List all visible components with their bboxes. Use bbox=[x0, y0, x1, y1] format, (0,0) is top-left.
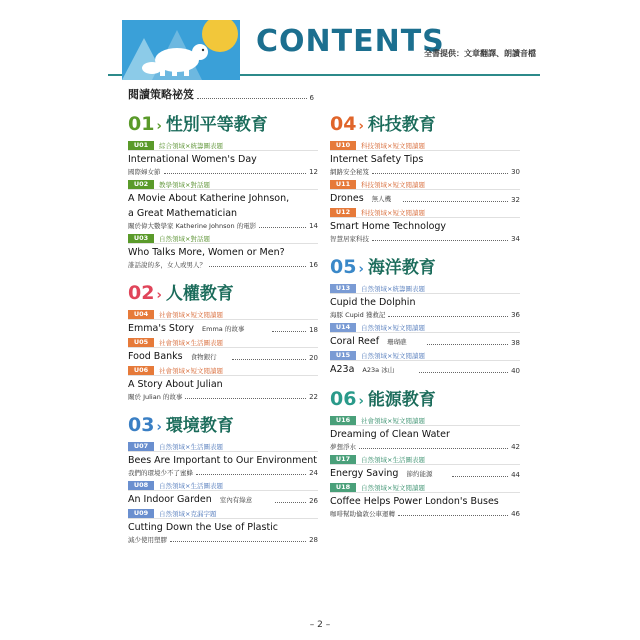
unit-chinese-title: 節約能源 bbox=[406, 470, 433, 478]
unit-entry-u11[interactable] bbox=[330, 180, 520, 204]
unit-code-badge: U09 bbox=[128, 509, 154, 518]
unit-code-badge: U04 bbox=[128, 310, 154, 319]
unit-entry-u17[interactable] bbox=[330, 455, 520, 479]
unit-title-text: Who Talks More, Women or Men? bbox=[128, 247, 285, 258]
unit-page: 12 bbox=[309, 168, 318, 176]
unit-chinese-title: 食物銀行 bbox=[190, 353, 217, 361]
unit-entry-u18[interactable] bbox=[330, 483, 520, 518]
unit-page: 40 bbox=[511, 367, 520, 375]
polar-bear-logo-icon bbox=[122, 20, 240, 80]
unit-entry-u14[interactable] bbox=[330, 323, 520, 347]
section-number: 04 bbox=[330, 113, 357, 135]
section-title: 科技教育 bbox=[367, 115, 436, 135]
unit-tagline bbox=[128, 180, 318, 190]
unit-entry-u01[interactable] bbox=[128, 141, 318, 176]
unit-page: 18 bbox=[309, 326, 318, 334]
section-heading bbox=[128, 411, 318, 436]
unit-category: 自然領域×短文閱讀題 bbox=[361, 324, 425, 332]
dotted-leader bbox=[419, 372, 508, 373]
unit-title-text: A Story About Julian bbox=[128, 379, 223, 390]
unit-entry-u02[interactable] bbox=[128, 180, 318, 230]
unit-title bbox=[128, 154, 318, 166]
unit-category: 社會領域×短文閱讀題 bbox=[361, 417, 425, 425]
unit-category: 社會領域×短文閱讀題 bbox=[159, 311, 223, 319]
dotted-leader bbox=[196, 474, 306, 475]
page-number: – 2 – bbox=[309, 620, 331, 630]
unit-tagline bbox=[128, 141, 318, 151]
unit-tagline bbox=[128, 442, 318, 452]
unit-page: 42 bbox=[511, 443, 520, 451]
unit-tagline bbox=[128, 481, 318, 491]
section-number: 02 bbox=[128, 282, 155, 304]
unit-entry-u06[interactable] bbox=[128, 366, 318, 401]
unit-chinese-title: Emma 的故事 bbox=[202, 325, 245, 333]
unit-code-badge: U13 bbox=[330, 284, 356, 293]
unit-chinese-title: 減少使用塑膠 bbox=[128, 536, 167, 544]
dotted-leader bbox=[272, 331, 306, 332]
unit-title-text: Smart Home Technology bbox=[330, 221, 447, 232]
unit-chinese-title: 無人機 bbox=[371, 195, 392, 203]
unit-category: 綜合領域×統籌圖表題 bbox=[159, 142, 223, 150]
unit-code-badge: U15 bbox=[330, 351, 356, 360]
unit-entry-u13[interactable] bbox=[330, 284, 520, 319]
unit-title bbox=[330, 221, 520, 233]
unit-page: 46 bbox=[511, 510, 520, 518]
unit-title bbox=[330, 297, 520, 309]
unit-chinese-title: 室內有綠意 bbox=[219, 496, 253, 504]
unit-code-badge: U10 bbox=[330, 141, 356, 150]
unit-tagline bbox=[330, 351, 520, 361]
unit-category: 自然領域×生活圖表題 bbox=[159, 443, 223, 451]
unit-title-text: Drones bbox=[330, 193, 364, 204]
section-03 bbox=[128, 411, 318, 544]
dotted-leader bbox=[452, 476, 508, 477]
unit-title bbox=[330, 429, 520, 441]
unit-chinese-title: 珊瑚礁 bbox=[387, 338, 407, 346]
unit-chinese-title: 夢想淨水 bbox=[330, 443, 356, 451]
unit-page-row bbox=[128, 259, 318, 269]
section-arrow-icon: › bbox=[358, 394, 364, 409]
unit-tagline bbox=[330, 141, 520, 151]
unit-code-badge: U01 bbox=[128, 141, 154, 150]
dotted-leader bbox=[275, 502, 306, 503]
dotted-leader bbox=[372, 173, 508, 174]
section-02 bbox=[128, 279, 318, 401]
unit-code-badge: U18 bbox=[330, 483, 356, 492]
unit-entry-u03[interactable] bbox=[128, 234, 318, 269]
unit-page: 24 bbox=[309, 469, 318, 477]
unit-category: 自然領域×克漏字題 bbox=[159, 510, 217, 518]
unit-title bbox=[330, 496, 520, 508]
dotted-leader bbox=[232, 359, 306, 360]
unit-category: 科技領域×短文閱讀題 bbox=[361, 181, 425, 189]
unit-page: 22 bbox=[309, 393, 318, 401]
unit-title-text: A Movie About Katherine Johnson, bbox=[128, 193, 290, 204]
unit-chinese-title: 國際婦女節 bbox=[128, 168, 161, 176]
unit-category: 教學領域×對話題 bbox=[159, 181, 210, 189]
unit-title bbox=[128, 247, 318, 259]
unit-chinese-title: 海豚 Cupid 獲救記 bbox=[330, 311, 386, 319]
section-number: 01 bbox=[128, 113, 155, 135]
unit-chinese-title: 網路安全秘笈 bbox=[330, 168, 369, 176]
section-title: 人權教育 bbox=[165, 284, 234, 304]
unit-entry-u05[interactable] bbox=[128, 338, 318, 362]
dotted-leader bbox=[398, 515, 508, 516]
unit-page: 16 bbox=[309, 261, 318, 269]
unit-title-text: A23a bbox=[330, 364, 355, 375]
unit-code-badge: U06 bbox=[128, 366, 154, 375]
unit-entry-u12[interactable] bbox=[330, 208, 520, 243]
unit-tagline bbox=[128, 366, 318, 376]
unit-code-badge: U03 bbox=[128, 234, 154, 243]
unit-title bbox=[128, 379, 318, 391]
unit-code-badge: U05 bbox=[128, 338, 154, 347]
unit-page: 14 bbox=[309, 222, 318, 230]
unit-chinese-title: 智慧居家科技 bbox=[330, 235, 369, 243]
unit-title-text: Cutting Down the Use of Plastic bbox=[128, 522, 279, 533]
dotted-leader bbox=[427, 344, 508, 345]
section-title: 環境教育 bbox=[165, 416, 234, 436]
unit-title-text: Coral Reef bbox=[330, 336, 380, 347]
unit-code-badge: U07 bbox=[128, 442, 154, 451]
unit-page: 32 bbox=[511, 196, 520, 204]
unit-entry-u09[interactable] bbox=[128, 509, 318, 544]
unit-page: 44 bbox=[511, 471, 520, 479]
unit-category: 社會領域×短文閱讀題 bbox=[159, 367, 223, 375]
section-arrow-icon: › bbox=[358, 262, 364, 277]
unit-category: 自然領域×短文閱讀題 bbox=[361, 352, 425, 360]
header bbox=[108, 18, 540, 76]
dotted-leader bbox=[259, 227, 306, 228]
dotted-leader bbox=[209, 266, 306, 267]
section-title: 海洋教育 bbox=[367, 258, 436, 278]
strategy-page: 6 bbox=[309, 94, 314, 102]
unit-title bbox=[128, 455, 318, 467]
strategy-entry[interactable] bbox=[128, 88, 314, 102]
unit-page: 36 bbox=[511, 311, 520, 319]
unit-title-text: Dreaming of Clean Water bbox=[330, 429, 450, 440]
unit-page-row bbox=[330, 166, 520, 176]
unit-page-row bbox=[330, 441, 520, 451]
dotted-leader bbox=[197, 98, 307, 99]
unit-page: 26 bbox=[309, 497, 318, 505]
dotted-leader bbox=[359, 448, 508, 449]
unit-code-badge: U08 bbox=[128, 481, 154, 490]
section-05 bbox=[330, 253, 520, 375]
unit-code-badge: U11 bbox=[330, 180, 356, 189]
section-06 bbox=[330, 385, 520, 518]
dotted-leader bbox=[185, 398, 306, 399]
unit-category: 科技領域×短文閱讀題 bbox=[361, 209, 425, 217]
unit-title-text: Food Banks bbox=[128, 351, 183, 362]
unit-page-row bbox=[128, 220, 318, 230]
dotted-leader bbox=[403, 201, 508, 202]
section-arrow-icon: › bbox=[156, 288, 162, 303]
unit-page: 38 bbox=[511, 339, 520, 347]
unit-title-text: Bees Are Important to Our Environment bbox=[128, 455, 317, 466]
unit-code-badge: U16 bbox=[330, 416, 356, 425]
unit-title-text: Energy Saving bbox=[330, 468, 399, 479]
section-heading bbox=[128, 110, 318, 135]
unit-code-badge: U02 bbox=[128, 180, 154, 189]
dotted-leader bbox=[164, 173, 307, 174]
section-arrow-icon: › bbox=[358, 119, 364, 134]
unit-tagline bbox=[330, 483, 520, 493]
unit-page-row bbox=[128, 166, 318, 176]
unit-entry-u08[interactable] bbox=[128, 481, 318, 505]
section-heading bbox=[330, 253, 520, 278]
unit-category: 社會領域×生活圖表題 bbox=[159, 339, 223, 347]
unit-tagline bbox=[330, 323, 520, 333]
unit-page: 20 bbox=[309, 354, 318, 362]
section-number: 06 bbox=[330, 388, 357, 410]
unit-category: 自然領域×統籌圖表題 bbox=[361, 285, 425, 293]
unit-page-row bbox=[330, 309, 520, 319]
unit-title-text: Internet Safety Tips bbox=[330, 154, 424, 165]
header-note: 全書提供：文章翻譯、朗讀音檔 bbox=[424, 49, 536, 58]
dotted-leader bbox=[372, 240, 508, 241]
section-01 bbox=[128, 110, 318, 269]
unit-page-row bbox=[128, 534, 318, 544]
right-column bbox=[330, 110, 520, 528]
unit-title bbox=[128, 522, 318, 534]
unit-tagline bbox=[128, 509, 318, 519]
section-heading bbox=[128, 279, 318, 304]
section-heading bbox=[330, 385, 520, 410]
unit-category: 自然領域×生活圖表題 bbox=[361, 456, 425, 464]
unit-chinese-title: 關於 Julian 的故事 bbox=[128, 393, 183, 401]
unit-title-line2: a Great Mathematician bbox=[128, 208, 238, 219]
unit-title-text: International Women's Day bbox=[128, 154, 257, 165]
section-04 bbox=[330, 110, 520, 243]
unit-title bbox=[128, 193, 318, 205]
unit-page: 30 bbox=[511, 168, 520, 176]
section-number: 05 bbox=[330, 256, 357, 278]
unit-code-badge: U14 bbox=[330, 323, 356, 332]
page-title: CONTENTS bbox=[256, 24, 445, 59]
unit-tagline bbox=[128, 338, 318, 348]
dotted-leader bbox=[170, 541, 306, 542]
unit-tagline bbox=[330, 208, 520, 218]
unit-code-badge: U17 bbox=[330, 455, 356, 464]
dotted-leader bbox=[388, 316, 508, 317]
section-number: 03 bbox=[128, 414, 155, 436]
unit-category: 自然領域×生活圖表題 bbox=[159, 482, 223, 490]
section-heading bbox=[330, 110, 520, 135]
unit-entry-u07[interactable] bbox=[128, 442, 318, 477]
unit-title-text: Cupid the Dolphin bbox=[330, 297, 416, 308]
unit-chinese-title: 我們的環境少不了蜜蜂 bbox=[128, 469, 193, 477]
unit-chinese-title: 咖啡幫助倫敦公車運轉 bbox=[330, 510, 395, 518]
unit-entry-u15[interactable] bbox=[330, 351, 520, 375]
unit-category: 自然領域×短文閱讀題 bbox=[361, 484, 425, 492]
unit-tagline bbox=[330, 416, 520, 426]
unit-tagline bbox=[330, 284, 520, 294]
unit-tagline bbox=[128, 310, 318, 320]
unit-page-row bbox=[330, 233, 520, 243]
unit-page-row bbox=[128, 391, 318, 401]
unit-category: 自然領域×對話題 bbox=[159, 235, 210, 243]
unit-title-text: Emma's Story bbox=[128, 323, 195, 334]
unit-entry-u16[interactable] bbox=[330, 416, 520, 451]
section-title: 性別平等教育 bbox=[165, 115, 268, 135]
section-arrow-icon: › bbox=[156, 119, 162, 134]
section-arrow-icon: › bbox=[156, 420, 162, 435]
strategy-label: 閱讀策略祕笈 bbox=[128, 88, 194, 101]
unit-chinese-title: A23a 冰山 bbox=[362, 366, 395, 374]
unit-chinese-title: 誰話說的多，女人或男人？ bbox=[128, 261, 206, 269]
unit-title-text: Coffee Helps Power London's Buses bbox=[330, 496, 499, 507]
unit-title bbox=[330, 154, 520, 166]
unit-page: 28 bbox=[309, 536, 318, 544]
unit-category: 科技領域×短文閱讀題 bbox=[361, 142, 425, 150]
unit-code-badge: U12 bbox=[330, 208, 356, 217]
unit-title-text: An Indoor Garden bbox=[128, 494, 212, 505]
unit-page: 34 bbox=[511, 235, 520, 243]
left-column bbox=[128, 110, 318, 554]
unit-chinese-title: 關於偉大數學家 Katherine Johnson 的電影 bbox=[128, 222, 257, 230]
unit-page-row bbox=[330, 508, 520, 518]
unit-page-row bbox=[128, 467, 318, 477]
unit-tagline bbox=[128, 234, 318, 244]
unit-tagline bbox=[330, 455, 520, 465]
unit-tagline bbox=[330, 180, 520, 190]
section-title: 能源教育 bbox=[367, 390, 436, 410]
unit-entry-u04[interactable] bbox=[128, 310, 318, 334]
unit-entry-u10[interactable] bbox=[330, 141, 520, 176]
